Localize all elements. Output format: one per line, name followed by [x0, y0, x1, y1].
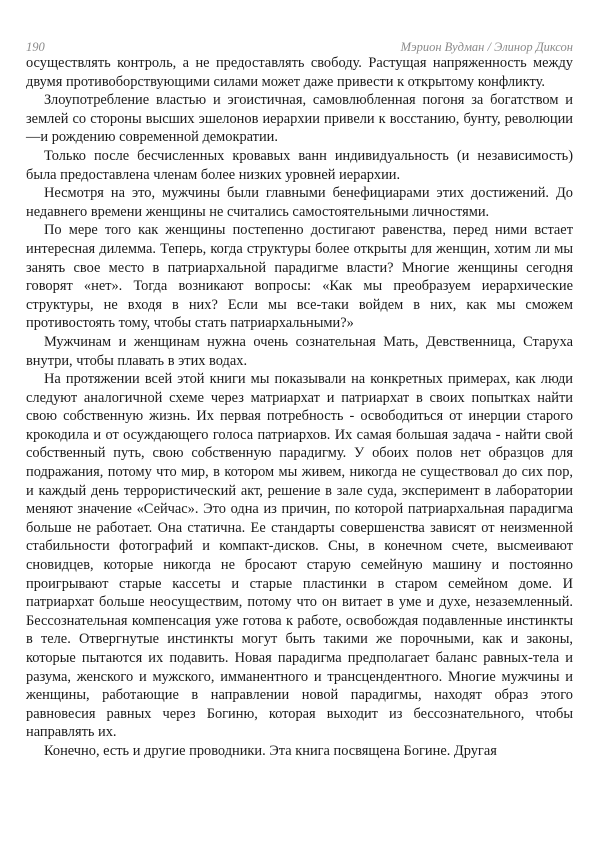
paragraph: Только после бесчисленных кровавых ванн индивидуальность (и независимость) была предоставлена членам более низких уровней иерархии.	[26, 147, 573, 183]
body-text	[26, 54, 573, 761]
paragraph: Несмотря на это, мужчины были главными бенефициарами этих достижений. До недавнего времени женщины не считались самостоятельными личностями.	[26, 185, 573, 220]
paragraph: По мере того как женщины постепенно достигают равенства, перед ними встает интересная дилемма. Теперь, когда структуры более открыты для женщин, хотим ли мы занять свое место в патриархальной парадигме власти? Многие женщины сегодня говорят «нет». Тогда возникают вопросы: «Как мы преобразуем иерархические структуры, не входя в них? Если мы все-таки войдем в них, как мы сможем противостоять тому, чтобы стать патриархальными?»	[26, 222, 573, 332]
page-number: 190	[26, 40, 45, 54]
running-head-title: Мэрион Вудман / Элинор Диксон	[400, 40, 573, 54]
paragraph: Злоупотребление властью и эгоистичная, самовлюбленная погоня за богатством и землей со стороны высших эшелонов иерархии привели к восстанию, бунту, революции—и рождению современной демократии.	[26, 92, 573, 146]
paragraph: Мужчинам и женщинам нужна очень сознательная Мать, Девственница, Старуха внутри, чтобы плавать в этих водах.	[26, 333, 573, 369]
paragraph: На протяжении всей этой книги мы показывали на конкретных примерах, как люди следуют аналогичной схеме через матриархат и патриархат в своих попытках найти свою собственную жизнь. Их первая потребность - освободиться от инерции старого крокодила и от осуждающего голоса патриархов. Их самая большая задача - найти свой собственный путь, свою собственную парадигму. У обоих полов нет образцов для подражания, потому что мир, в котором мы живем, никогда не существовал до сих пор, и каждый день террористический акт, решение в зале суда, эксперимент в лаборатории меняют значение «Сейчас». Это одна из причин, по которой патриархальная парадигма больше не работает. Она статична. Ее стандарты совершенства зависят от неизменной стабильности фотографий и компакт-дисков. Сны, в конечном счете, высмеивают сновидцев, которые никогда не бросают старую семейную машину и постоянно проигрывают старые кассеты и старые пластинки в старом семейном доме. И патриархат больше неосуществим, потому что он витает в уме и духе, незаземленный. Бессознательная компенсация уже готова к работе, освобождая подавленные инстинкты в теле. Отвергнутые инстинкты могут быть такими же порочными, как и законы, которые пытаются их подавить. Новая парадигма предполагает баланс равных-тела и разума, женского и мужского, имманентного и трансцендентного. Многие мужчины и женщины, работающие в направлении новой парадигмы, находят образ этого равновесия равных через Богиню, которая выходит из бессознательного, чтобы направлять их.	[26, 371, 573, 741]
paragraph: Конечно, есть и другие проводники. Эта книга посвящена Богине. Другая	[44, 742, 497, 759]
paragraph-continued: осуществлять контроль, а не предоставлять свободу. Растущая напряженность между двумя противоборствующими силами может даже привести к открытому конфликту.	[26, 55, 573, 90]
